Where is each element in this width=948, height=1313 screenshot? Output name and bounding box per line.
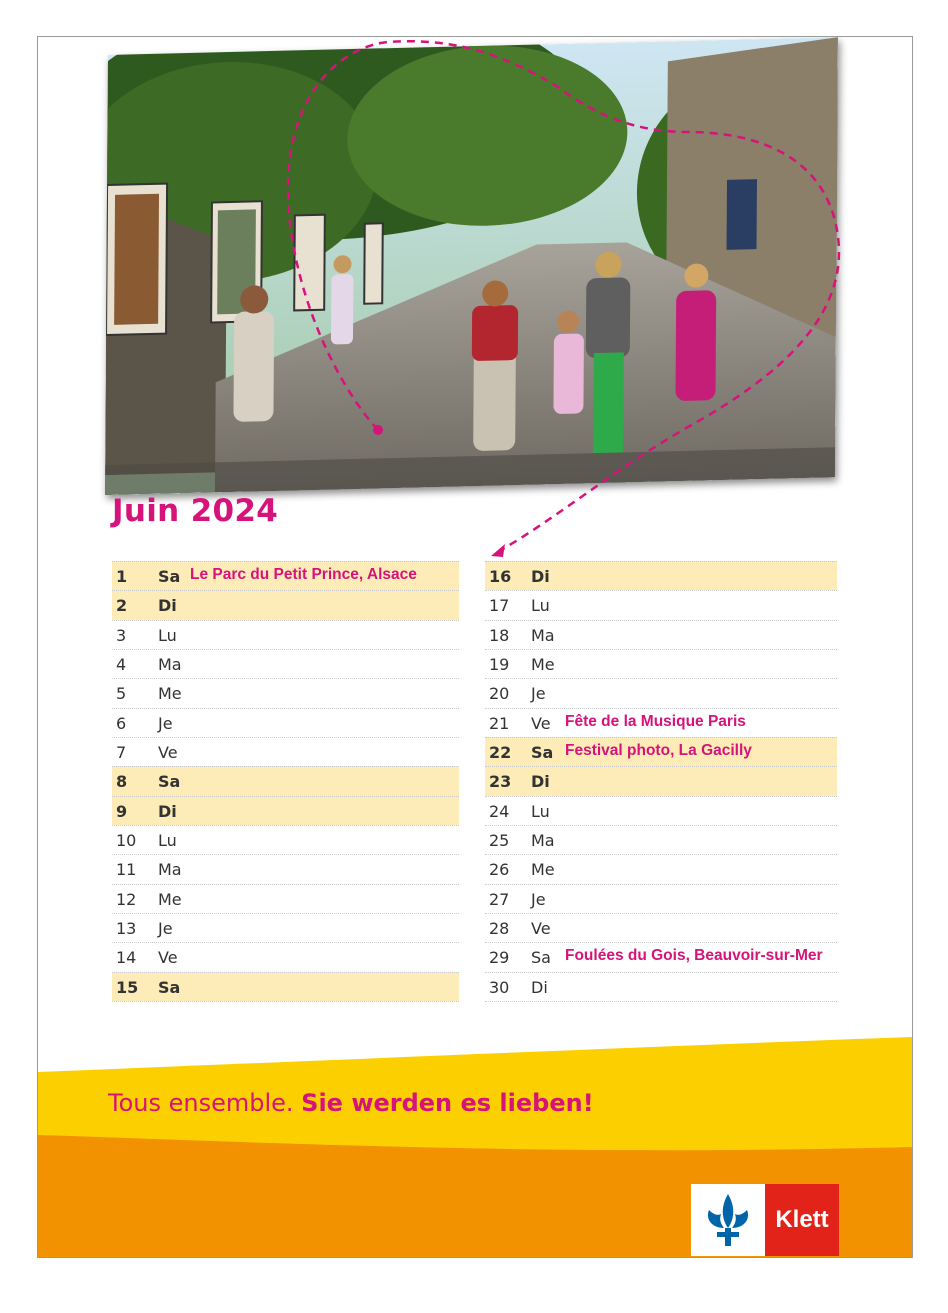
day-number: 2 — [116, 596, 128, 616]
day-row — [485, 942, 837, 971]
day-number: 4 — [116, 655, 127, 675]
day-row — [112, 620, 459, 649]
fleur-de-lis-icon — [691, 1184, 765, 1256]
day-row — [112, 854, 459, 883]
day-number: 20 — [489, 684, 510, 704]
weekday: Ma — [158, 655, 182, 675]
day-number: 23 — [489, 772, 512, 792]
weekday: Me — [158, 889, 182, 909]
weekday: Sa — [158, 567, 181, 586]
day-row — [112, 590, 459, 619]
day-number: 17 — [489, 596, 510, 616]
weekday: Sa — [158, 977, 181, 997]
day-number: 10 — [116, 831, 137, 851]
weekday: Me — [531, 860, 555, 880]
photo-frame — [108, 55, 838, 495]
calendar-column-left — [112, 561, 459, 1002]
weekday: Me — [531, 655, 555, 675]
weekday: Lu — [158, 831, 177, 851]
day-row — [112, 884, 459, 913]
column-bottom-rule — [485, 1001, 837, 1002]
day-number: 22 — [489, 743, 512, 763]
day-row — [112, 737, 459, 766]
day-number: 11 — [116, 860, 137, 880]
day-row — [485, 884, 837, 913]
calendar-column-right — [485, 561, 837, 1002]
weekday: Sa — [531, 743, 554, 763]
day-number: 21 — [489, 713, 510, 733]
weekday: Ma — [531, 831, 555, 851]
day-row — [112, 913, 459, 942]
day-row — [112, 678, 459, 707]
event-label: Festival photo, La Gacilly — [565, 742, 752, 760]
day-row — [485, 796, 837, 825]
day-number: 25 — [489, 831, 510, 851]
weekday: Sa — [531, 948, 551, 968]
weekday: Di — [531, 977, 548, 997]
day-number: 14 — [116, 948, 137, 968]
weekday: Lu — [531, 801, 550, 821]
calendar-page — [37, 36, 913, 1258]
day-row — [485, 972, 837, 1001]
day-number: 29 — [489, 948, 510, 968]
tagline — [108, 1089, 594, 1117]
day-row — [485, 590, 837, 619]
weekday: Ve — [531, 919, 551, 939]
day-number: 12 — [116, 889, 137, 909]
street-photo — [105, 37, 838, 495]
day-row — [112, 972, 459, 1001]
day-number: 3 — [116, 625, 127, 645]
day-row — [112, 708, 459, 737]
day-row — [112, 766, 459, 795]
day-row — [485, 737, 837, 766]
day-number: 16 — [489, 567, 512, 586]
month-title: Juin 2024 — [112, 493, 279, 529]
column-bottom-rule — [112, 1001, 459, 1002]
day-number: 8 — [116, 772, 128, 792]
weekday: Ve — [158, 948, 178, 968]
weekday: Ma — [158, 860, 182, 880]
klett-logo — [691, 1184, 839, 1256]
day-row — [485, 620, 837, 649]
event-label: Foulées du Gois, Beauvoir-sur-Mer — [565, 947, 823, 965]
day-number: 19 — [489, 655, 510, 675]
weekday: Je — [158, 713, 173, 733]
weekday: Di — [158, 801, 177, 821]
day-row — [112, 649, 459, 678]
weekday: Je — [531, 684, 546, 704]
day-number: 27 — [489, 889, 510, 909]
day-row — [112, 561, 459, 590]
day-row — [485, 913, 837, 942]
tagline-part1: Tous ensemble. — [108, 1089, 302, 1117]
logo-text: Klett — [775, 1206, 829, 1233]
event-label: Le Parc du Petit Prince, Alsace — [190, 566, 417, 583]
weekday: Lu — [531, 596, 550, 616]
day-number: 5 — [116, 684, 127, 704]
day-row — [112, 942, 459, 971]
day-row — [485, 766, 837, 795]
day-number: 26 — [489, 860, 510, 880]
day-number: 13 — [116, 919, 137, 939]
weekday: Me — [158, 684, 182, 704]
day-number: 18 — [489, 625, 510, 645]
day-number: 24 — [489, 801, 510, 821]
event-label: Fête de la Musique Paris — [565, 712, 746, 730]
day-row — [485, 561, 837, 590]
logo-red-box — [765, 1184, 839, 1256]
weekday: Di — [158, 596, 177, 616]
day-row — [485, 854, 837, 883]
weekday: Ve — [531, 713, 551, 733]
day-row — [485, 708, 837, 737]
day-row — [112, 825, 459, 854]
weekday: Je — [531, 889, 546, 909]
day-number: 9 — [116, 801, 128, 821]
day-number: 1 — [116, 567, 128, 586]
day-number: 28 — [489, 919, 510, 939]
tagline-part2: Sie werden es lieben! — [301, 1089, 594, 1117]
day-row — [485, 825, 837, 854]
day-row — [485, 678, 837, 707]
weekday: Di — [531, 567, 550, 586]
weekday: Ve — [158, 743, 178, 763]
day-number: 15 — [116, 977, 139, 997]
weekday: Je — [158, 919, 173, 939]
day-row — [485, 649, 837, 678]
weekday: Lu — [158, 625, 177, 645]
day-number: 7 — [116, 743, 127, 763]
day-row — [112, 796, 459, 825]
weekday: Sa — [158, 772, 181, 792]
weekday: Di — [531, 772, 550, 792]
weekday: Ma — [531, 625, 555, 645]
day-number: 30 — [489, 977, 510, 997]
day-number: 6 — [116, 713, 127, 733]
